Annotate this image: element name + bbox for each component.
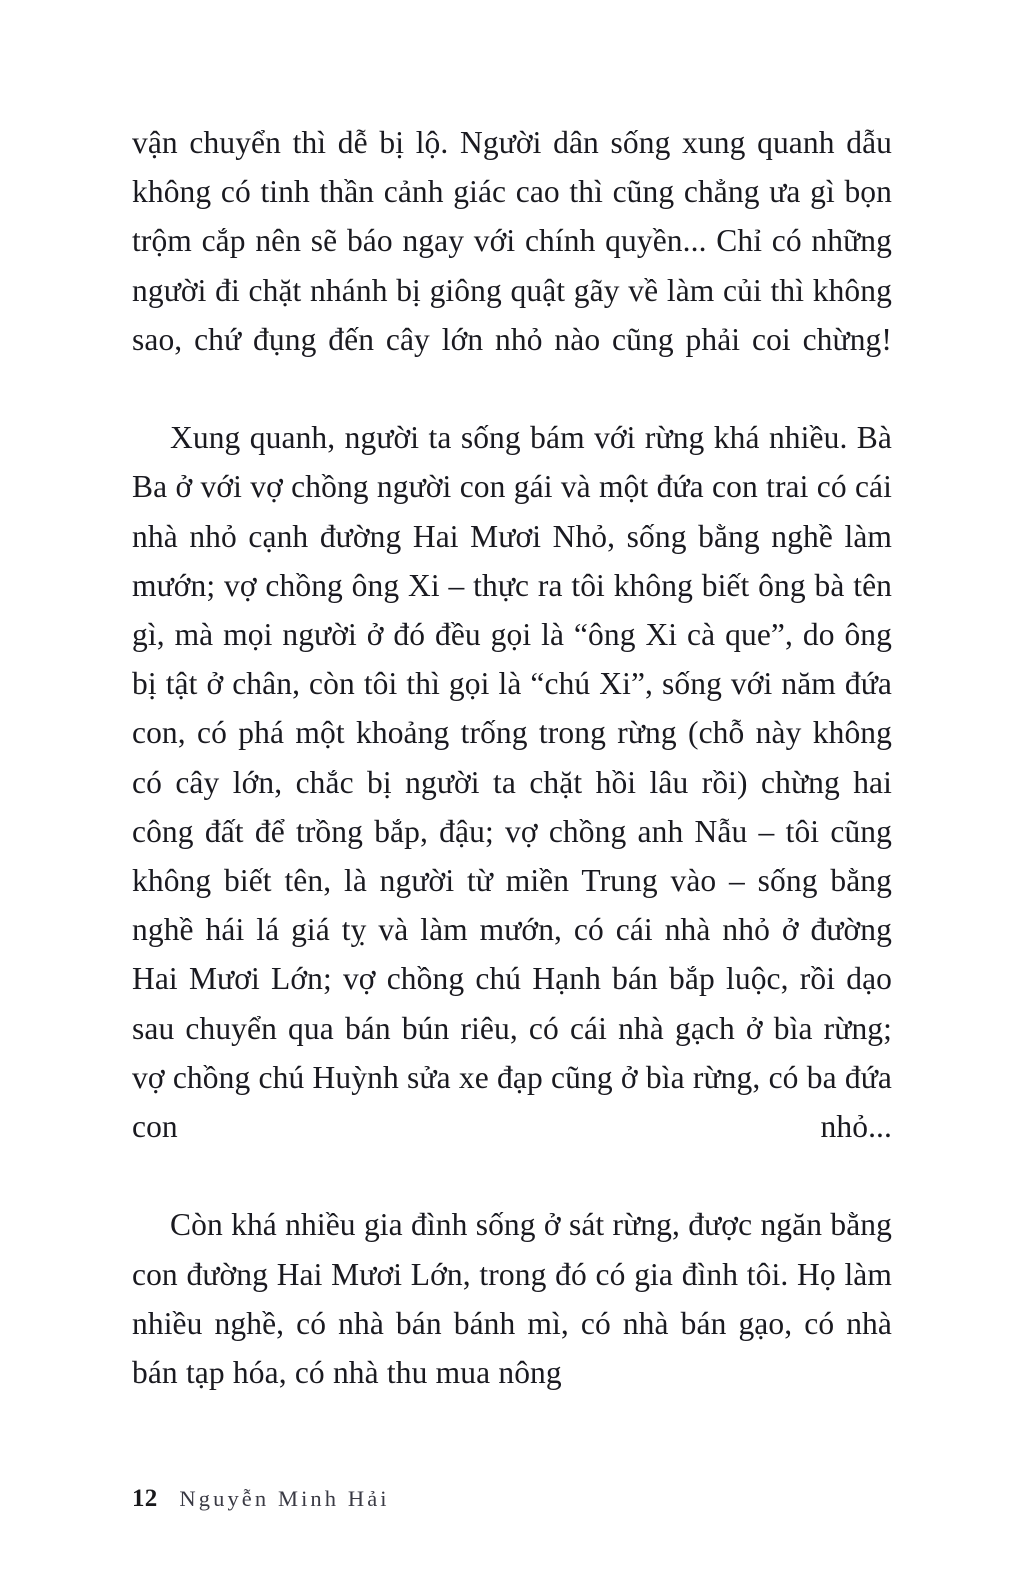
running-head-author: Nguyễn Minh Hải	[179, 1486, 390, 1511]
text-column	[132, 118, 892, 1397]
paragraph-body: Còn khá nhiều gia đình sống ở sát rừng, được ngăn bằng con đường Hai Mươi Lớn, trong đó có gia đình tôi. Họ làm nhiều nghề, có nhà bán bánh mì, có nhà bán gạo, có nhà bán tạp hóa, có nhà thu mua nông	[132, 1207, 892, 1391]
page-number: 12	[132, 1485, 158, 1512]
paragraph-continued: vận chuyển thì dễ bị lộ. Người dân sống xung quanh dẫu không có tinh thần cảnh giác cao thì cũng chẳng ưa gì bọn trộm cắp nên sẽ báo ngay với chính quyền... Chỉ có những người đi chặt nhánh bị giông quật gãy về làm củi thì không sao, chứ đụng đến cây lớn nhỏ nào cũng phải coi chừng!	[132, 125, 892, 357]
paragraph-body: Xung quanh, người ta sống bám với rừng khá nhiều. Bà Ba ở với vợ chồng người con gái và một đứa con trai có cái nhà nhỏ cạnh đường Hai Mươi Nhỏ, sống bằng nghề làm mướn; vợ chồng ông Xi – thực ra tôi không biết ông bà tên gì, mà mọi người ở đó đều gọi là “ông Xi cà que”, do ông bị tật ở chân, còn tôi thì gọi là “chú Xi”, sống với năm đứa con, có phá một khoảng trống trong rừng (chỗ này không có cây lớn, chắc bị người ta chặt hồi lâu rồi) chừng hai công đất để trồng bắp, đậu; vợ chồng anh Nẫu – tôi cũng không biết tên, là người từ miền Trung vào – sống bằng nghề hái lá giá tỵ và làm mướn, có cái nhà nhỏ ở đường Hai Mươi Lớn; vợ chồng chú Hạnh bán bắp luộc, rồi dạo sau chuyển qua bán bún riêu, có cái nhà gạch ở bìa rừng; vợ chồng chú Huỳnh sửa xe đạp cũng ở bìa rừng, có ba đứa con nhỏ...	[132, 420, 892, 1145]
page-footer	[132, 1485, 390, 1513]
